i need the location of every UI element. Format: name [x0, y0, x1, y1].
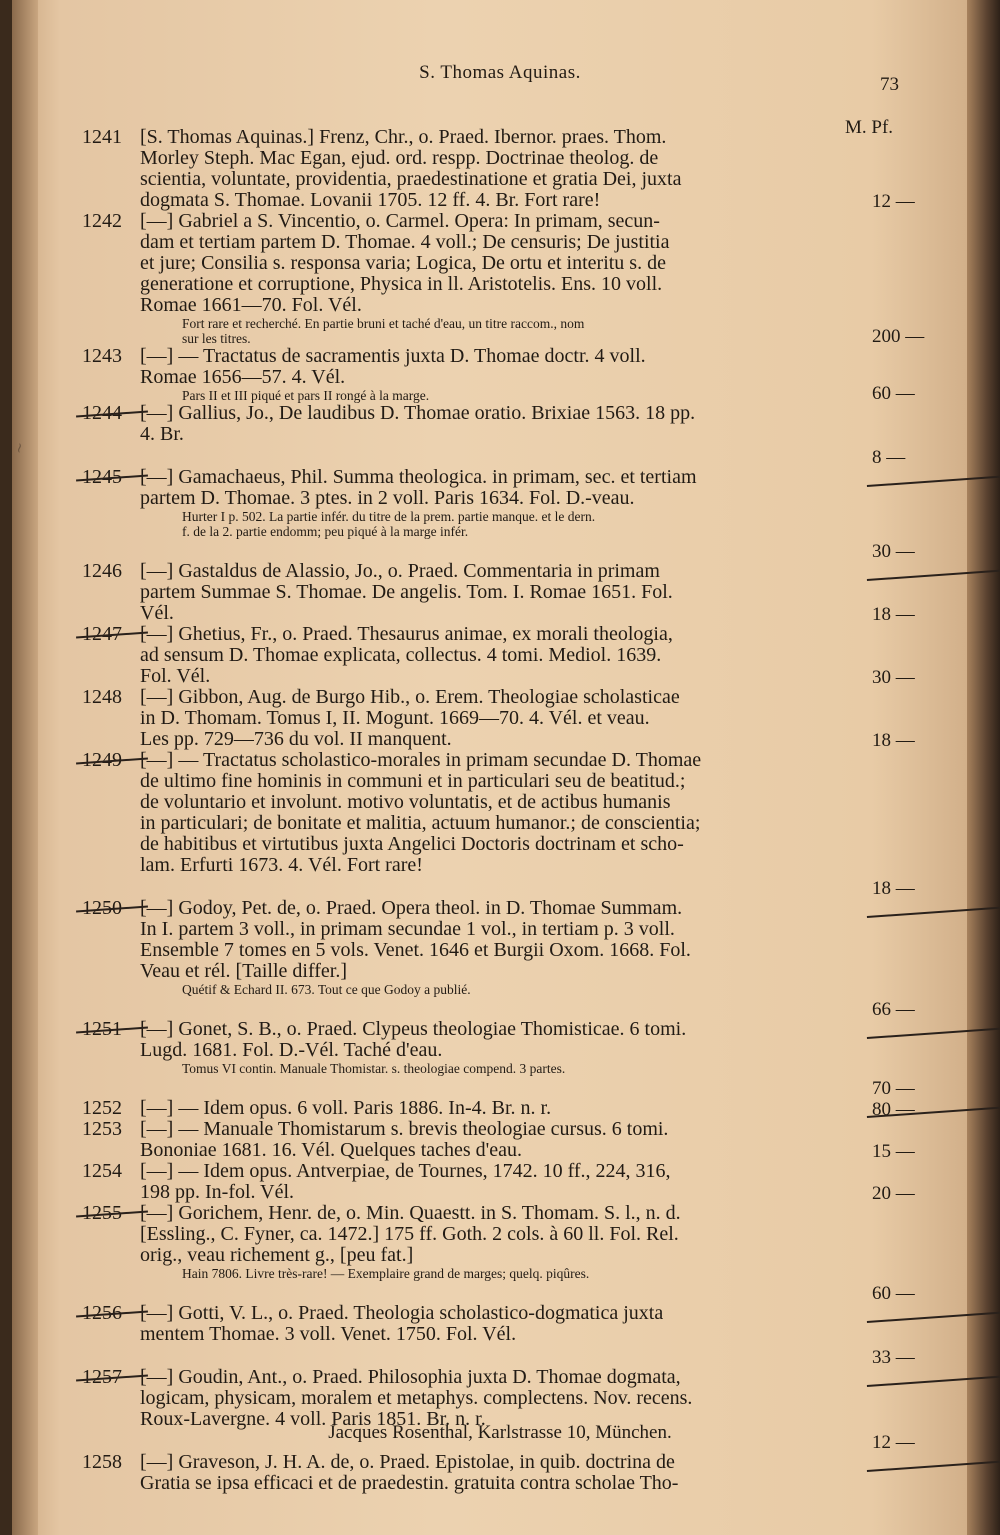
entry-text: [—] Ghetius, Fr., o. Praed. Thesaurus animae, ex morali theologia,	[140, 623, 673, 645]
entry-text: Romae 1656—57. 4. Vél.	[140, 366, 346, 388]
entry-text: Ensemble 7 tomes en 5 vols. Venet. 1646 et Burgii Oxom. 1668. Fol.	[140, 939, 691, 961]
entry-text: ad sensum D. Thomae explicata, collectus. 4 tomi. Mediol. 1639.	[140, 644, 662, 666]
entry-number: 1255	[82, 1203, 140, 1224]
entry-text: 4. Br.	[140, 423, 184, 445]
entry-text: orig., veau richement g., [peu fat.]	[140, 1244, 414, 1266]
entry-text: Romae 1661—70. Fol. Vél.	[140, 294, 362, 316]
entry-text: et jure; Consilia s. responsa varia; Logica, De ortu et interitu s. de	[140, 252, 666, 274]
entry-number: 1258	[82, 1451, 122, 1473]
entry-text: 198 pp. In-fol. Vél.	[140, 1181, 295, 1203]
entry-line	[82, 295, 842, 316]
entry-first-line	[82, 467, 842, 488]
entry-text: Bononiae 1681. 16. Vél. Quelques taches d'eau.	[140, 1139, 523, 1161]
entry-text: Fol. Vél.	[140, 665, 211, 687]
entry-line	[82, 961, 842, 982]
entry-first-line	[82, 1303, 842, 1324]
catalog-entry	[82, 1018, 915, 1099]
entry-line	[82, 274, 842, 295]
entry-text: [—] Godoy, Pet. de, o. Praed. Opera theol. in D. Thomae Summam.	[140, 897, 683, 919]
entry-first-line	[82, 1203, 842, 1224]
catalog-entry	[82, 686, 915, 751]
entry-line	[82, 940, 842, 961]
entry-note: f. de la 2. partie endomm; peu piqué à la marge infér.	[182, 524, 469, 539]
entry-line	[82, 1388, 842, 1409]
entry-line	[82, 603, 842, 624]
entry-first-line	[82, 1019, 842, 1040]
entry-text: generatione et corruptione, Physica in ll. Aristotelis. Ens. 10 voll.	[140, 273, 663, 295]
entry-text: [—] Gamachaeus, Phil. Summa theologica. in primam, sec. et tertiam	[140, 466, 697, 488]
entry-line	[82, 1224, 842, 1245]
catalog-entry	[82, 1302, 915, 1368]
entry-line	[82, 855, 842, 876]
entry-line	[82, 1040, 842, 1061]
entry-text: dogmata S. Thomae. Lovanii 1705. 12 ff. 4. Br. Fort rare!	[140, 189, 601, 211]
entry-price: 12 —	[872, 191, 915, 212]
entry-line	[82, 813, 842, 834]
entry-line	[82, 666, 842, 687]
entry-text: lam. Erfurti 1673. 4. Vél. Fort rare!	[140, 854, 423, 876]
entry-text: Veau et rél. [Taille differ.]	[140, 960, 348, 982]
entry-line	[82, 190, 842, 211]
entry-text: in D. Thomam. Tomus I, II. Mogunt. 1669—70. 4. Vél. et veau.	[140, 707, 650, 729]
entry-number: 1244	[82, 403, 140, 424]
entry-line	[82, 1324, 842, 1345]
catalog-entry	[82, 623, 915, 688]
entry-first-line	[82, 1098, 842, 1119]
catalog-entry	[82, 560, 915, 625]
entry-number: 1254	[82, 1160, 122, 1182]
entry-note: Hain 7806. Livre très-rare! — Exemplaire grand de marges; quelq. piqûres.	[182, 1266, 590, 1281]
entry-line	[82, 253, 842, 274]
catalog-entry	[82, 749, 915, 899]
entry-number: 1242	[82, 210, 122, 232]
entry-line	[82, 488, 842, 509]
entry-number: 1256	[82, 1303, 140, 1324]
entry-text: partem Summae S. Thomae. De angelis. Tom. I. Romae 1651. Fol.	[140, 581, 673, 603]
entry-note: Pars II et III piqué et pars II rongé à la marge.	[182, 388, 430, 403]
entry-line	[82, 1182, 842, 1203]
entry-line	[82, 645, 842, 666]
entry-text: [—] Gonet, S. B., o. Praed. Clypeus theologiae Thomisticae. 6 tomi.	[140, 1018, 687, 1040]
catalog-entry	[82, 1202, 915, 1304]
entry-number: 1243	[82, 345, 122, 367]
entry-line	[82, 424, 842, 445]
entry-text: [—] — Tractatus de sacramentis juxta D. Thomae doctr. 4 voll.	[140, 345, 646, 367]
entry-note: Tomus VI contin. Manuale Thomistar. s. theologiae compend. 3 partes.	[182, 1061, 566, 1076]
entry-text: [—] — Idem opus. Antverpiae, de Tournes, 1742. 10 ff., 224, 316,	[140, 1160, 671, 1182]
entry-text: partem D. Thomae. 3 ptes. in 2 voll. Paris 1634. Fol. D.-veau.	[140, 487, 635, 509]
entry-text: mentem Thomae. 3 voll. Venet. 1750. Fol. Vél.	[140, 1323, 517, 1345]
entry-price: 30 —	[872, 667, 915, 688]
entry-line	[82, 919, 842, 940]
entry-price: 18 —	[872, 878, 1000, 900]
catalog-entry	[82, 1097, 915, 1120]
entry-text: In I. partem 3 voll., in primam secundae 1 vol., in tertiam p. 3 voll.	[140, 918, 675, 940]
catalog-entry	[82, 402, 906, 468]
entry-first-line	[82, 561, 842, 582]
catalog-entry	[82, 345, 915, 404]
entry-number: 1249	[82, 750, 140, 771]
margin-handwriting: ~	[10, 440, 29, 456]
entry-price: 8 —	[872, 447, 1000, 469]
entry-text: [—] Gorichem, Henr. de, o. Min. Quaestt. in S. Thomam. S. l., n. d.	[140, 1202, 681, 1224]
entry-text: in particulari; de bonitate et malitia, actuum humanor.; de conscientia;	[140, 812, 701, 834]
entry-line	[82, 729, 842, 750]
catalog-entry	[82, 1160, 915, 1204]
entry-line	[82, 148, 842, 169]
entry-line	[82, 708, 842, 729]
publisher-footer: Jacques Rosenthal, Karlstrasse 10, München.	[328, 1422, 672, 1443]
running-header: S. Thomas Aquinas.	[419, 62, 581, 83]
entry-text: Lugd. 1681. Fol. D.-Vél. Taché d'eau.	[140, 1039, 443, 1061]
entry-price: 80 —	[872, 1099, 915, 1120]
entry-text: [Essling., C. Fyner, ca. 1472.] 175 ff. Goth. 2 cols. à 60 ll. Fol. Rel.	[140, 1223, 679, 1245]
entry-line	[82, 792, 842, 813]
entry-text: [—] Gibbon, Aug. de Burgo Hib., o. Erem. Theologiae scholasticae	[140, 686, 680, 708]
entry-text: [—] Gastaldus de Alassio, Jo., o. Praed. Commentaria in primam	[140, 560, 660, 582]
entry-line	[82, 1473, 842, 1494]
entry-first-line	[82, 403, 842, 424]
entry-line	[82, 232, 842, 253]
entry-first-line	[82, 1161, 842, 1182]
entry-note: Hurter I p. 502. La partie infér. du titre de la prem. partie manque. et le dern.	[182, 509, 596, 524]
entry-first-line	[82, 127, 842, 148]
entry-price: 70 —	[872, 1078, 1000, 1100]
entry-text: [—] Gallius, Jo., De laudibus D. Thomae oratio. Brixiae 1563. 18 pp.	[140, 402, 696, 424]
entry-price: 30 —	[872, 541, 1000, 563]
entry-text: [—] — Tractatus scholastico-morales in primam secundae D. Thomae	[140, 749, 702, 771]
entry-text: de voluntario et involunt. motivo voluntatis, et de actibus humanis	[140, 791, 671, 813]
entry-text: Les pp. 729—736 du vol. II manquent.	[140, 728, 452, 750]
entry-text: Roux-Lavergne. 4 voll. Paris 1851. Br. n. r.	[140, 1408, 486, 1430]
entry-text: Vél.	[140, 602, 174, 624]
entry-note: Fort rare et recherché. En partie bruni et taché d'eau, un titre raccom., nom	[182, 316, 585, 331]
entry-number: 1245	[82, 467, 140, 488]
entry-line	[82, 169, 842, 190]
entry-first-line	[82, 346, 842, 367]
entry-price: 12 —	[872, 1432, 1000, 1454]
entry-number: 1253	[82, 1118, 122, 1140]
entry-text: [S. Thomas Aquinas.] Frenz, Chr., o. Praed. Ibernor. praes. Thom.	[140, 126, 667, 148]
entry-text: [—] Graveson, J. H. A. de, o. Praed. Epistolae, in quib. doctrina de	[140, 1451, 675, 1473]
entry-first-line	[82, 211, 842, 232]
entry-number: 1248	[82, 686, 122, 708]
entry-price: 18 —	[872, 730, 915, 751]
entry-price: 200 —	[872, 326, 925, 347]
entry-first-line	[82, 624, 842, 645]
entry-text: scientia, voluntate, providentia, praedestinatione et gratia Dei, juxta	[140, 168, 682, 190]
entry-first-line	[82, 1452, 842, 1473]
entry-number: 1241	[82, 126, 122, 148]
entry-text: [—] — Manuale Thomistarum s. brevis theologiae cursus. 6 tomi.	[140, 1118, 669, 1140]
entry-first-line	[82, 750, 842, 771]
entry-text: de habitibus et virtutibus juxta Angelici Doctoris doctrinam et scho-	[140, 833, 684, 855]
entry-number: 1257	[82, 1367, 140, 1388]
catalog-entry	[82, 210, 925, 347]
entry-line	[82, 834, 842, 855]
entry-text: [—] Gabriel a S. Vincentio, o. Carmel. Opera: In primam, secun-	[140, 210, 660, 232]
entry-number: 1247	[82, 624, 140, 645]
entry-number: 1252	[82, 1097, 122, 1119]
entry-text: dam et tertiam partem D. Thomae. 4 voll.; De censuris; De justitia	[140, 231, 670, 253]
entry-price: 33 —	[872, 1347, 1000, 1369]
entry-line	[82, 367, 842, 388]
entry-line	[82, 1140, 842, 1161]
entry-first-line	[82, 1367, 842, 1388]
catalog-entry	[82, 1452, 842, 1494]
entry-text: logicam, physicam, moralem et metaphys. complectens. Nov. recens.	[140, 1387, 693, 1409]
entry-line	[82, 582, 842, 603]
catalog-entry	[82, 1118, 915, 1162]
page-gutter	[12, 0, 38, 1535]
page-number: 73	[880, 74, 899, 95]
entry-number: 1246	[82, 560, 122, 582]
catalog-entry	[82, 466, 915, 562]
entry-price: 60 —	[872, 1283, 1000, 1305]
entry-text: Gratia se ipsa efficaci et de praedestin. gratuita contra scholae Tho-	[140, 1472, 679, 1494]
entry-price: 18 —	[872, 604, 915, 625]
entry-note: sur les titres.	[182, 331, 251, 346]
entry-note: Quétif & Echard II. 673. Tout ce que Godoy a publié.	[182, 982, 471, 997]
entry-first-line	[82, 687, 842, 708]
catalog-entry	[82, 897, 915, 1020]
entry-line	[82, 771, 842, 792]
entry-text: [—] — Idem opus. 6 voll. Paris 1886. In-4. Br. n. r.	[140, 1097, 552, 1119]
entry-text: de ultimo fine hominis in communi et in particulari seu de beatitud.;	[140, 770, 686, 792]
price-column-header: M. Pf.	[845, 117, 894, 138]
entry-price: 15 —	[872, 1141, 915, 1162]
entry-line	[82, 1245, 842, 1266]
entry-text: Morley Steph. Mac Egan, ejud. ord. respp. Doctrinae theolog. de	[140, 147, 659, 169]
entry-number: 1251	[82, 1019, 140, 1040]
entry-first-line	[82, 1119, 842, 1140]
entry-price: 20 —	[872, 1183, 915, 1204]
entry-text: [—] Gotti, V. L., o. Praed. Theologia scholastico-dogmatica juxta	[140, 1302, 664, 1324]
entry-price: 66 —	[872, 999, 1000, 1021]
entry-number: 1250	[82, 898, 140, 919]
entry-price: 60 —	[872, 383, 915, 404]
entry-text: [—] Goudin, Ant., o. Praed. Philosophia juxta D. Thomae dogmata,	[140, 1366, 681, 1388]
entry-first-line	[82, 898, 842, 919]
